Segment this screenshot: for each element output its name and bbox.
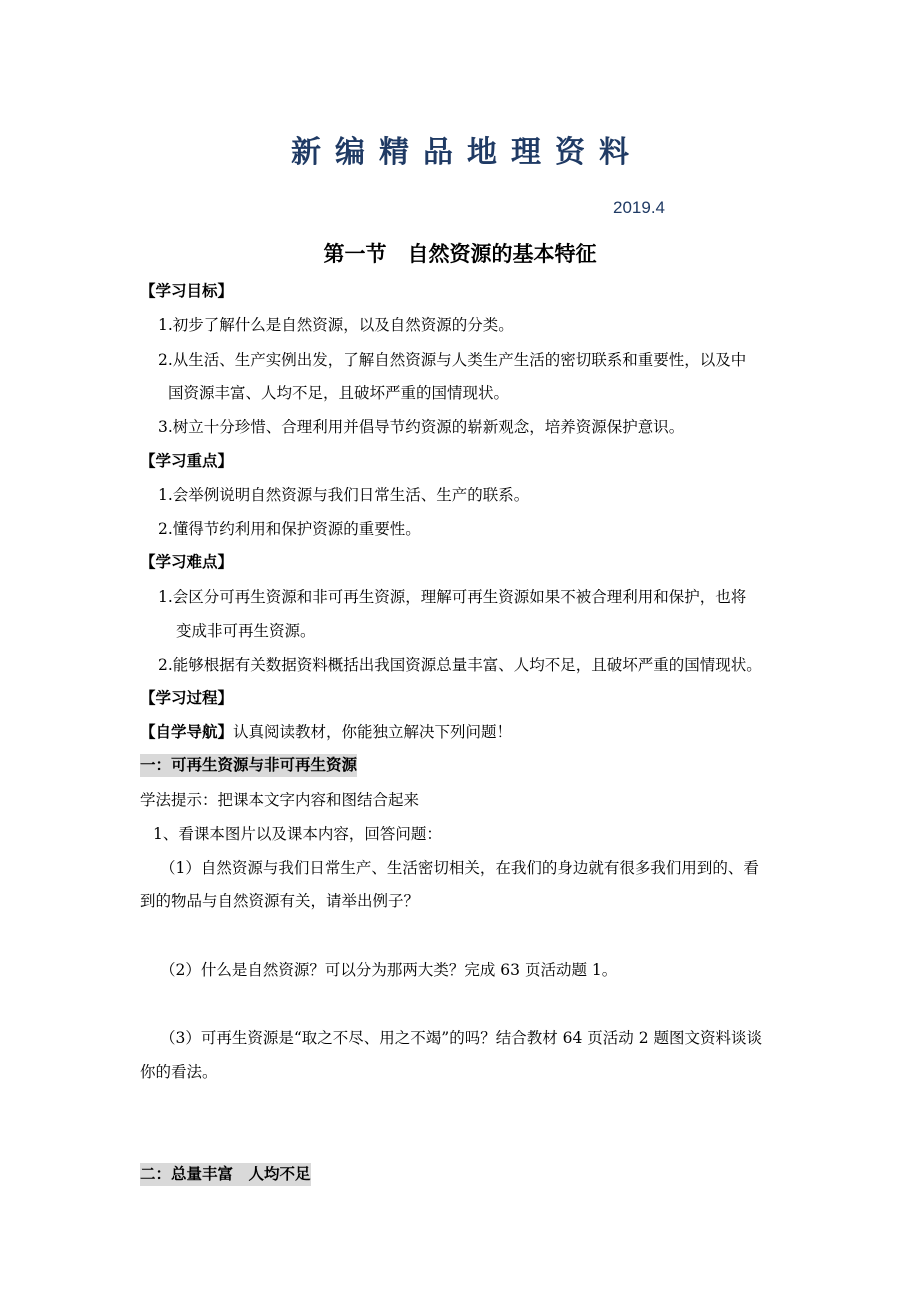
process-heading: 【学习过程】 xyxy=(140,689,234,707)
goal-item-2-line-2: 国资源丰富、人均不足，且破坏严重的国情现状。 xyxy=(168,384,510,402)
difficulties-heading: 【学习难点】 xyxy=(140,553,234,571)
difficulty-item-2: 2.能够根据有关数据资料概括出我国资源总量丰富、人均不足，且破坏严重的国情现状。 xyxy=(158,656,762,674)
question-2: （2）什么是自然资源？可以分为那两大类？完成 63 页活动题 1。 xyxy=(160,961,618,979)
section-2-heading-text: 二：总量丰富 人均不足 xyxy=(140,1163,311,1186)
question-intro: 1、看课本图片以及课本内容，回答问题： xyxy=(153,825,442,843)
goal-item-2-line-1: 2.从生活、生产实例出发，了解自然资源与人类生产生活的密切联系和重要性，以及中 xyxy=(158,351,747,369)
question-3-line-2: 你的看法。 xyxy=(140,1063,218,1081)
question-1-line-2: 到的物品与自然资源有关，请举出例子？ xyxy=(140,892,420,910)
document-banner: 新编精品地理资料 xyxy=(291,135,643,170)
question-3-line-1: （3）可再生资源是“取之不尽、用之不竭”的吗？结合教材 64 页活动 2 题图文资料谈谈 xyxy=(160,1029,763,1047)
key-point-item-2: 2.懂得节约利用和保护资源的重要性。 xyxy=(158,520,421,538)
key-point-item-1: 1.会举例说明自然资源与我们日常生活、生产的联系。 xyxy=(158,486,530,504)
self-study-nav-text: 认真阅读教材，你能独立解决下列问题！ xyxy=(233,723,513,741)
goals-heading: 【学习目标】 xyxy=(140,282,234,300)
goal-item-1: 1.初步了解什么是自然资源，以及自然资源的分类。 xyxy=(158,316,514,334)
difficulty-item-1-line-1: 1.会区分可再生资源和非可再生资源，理解可再生资源如果不被合理利用和保护，也将 xyxy=(158,588,747,606)
difficulty-item-1-line-2: 变成非可再生资源。 xyxy=(176,622,316,640)
key-points-heading: 【学习重点】 xyxy=(140,452,234,470)
goal-item-3: 3.树立十分珍惜、合理利用并倡导节约资源的崭新观念，培养资源保护意识。 xyxy=(158,418,685,436)
section-title: 第一节 自然资源的基本特征 xyxy=(323,242,597,266)
section-1-heading-text: 一：可再生资源与非可再生资源 xyxy=(140,754,357,777)
study-tip: 学法提示：把课本文字内容和图结合起来 xyxy=(140,791,420,809)
self-study-nav xyxy=(140,720,512,742)
section-2-heading xyxy=(140,1162,311,1184)
document-date: 2019.4 xyxy=(613,198,665,217)
self-study-nav-label: 【自学导航】 xyxy=(140,723,234,741)
question-1-line-1: （1）自然资源与我们日常生产、生活密切相关，在我们的身边就有很多我们用到的、看 xyxy=(160,859,759,877)
section-1-heading xyxy=(140,753,357,775)
